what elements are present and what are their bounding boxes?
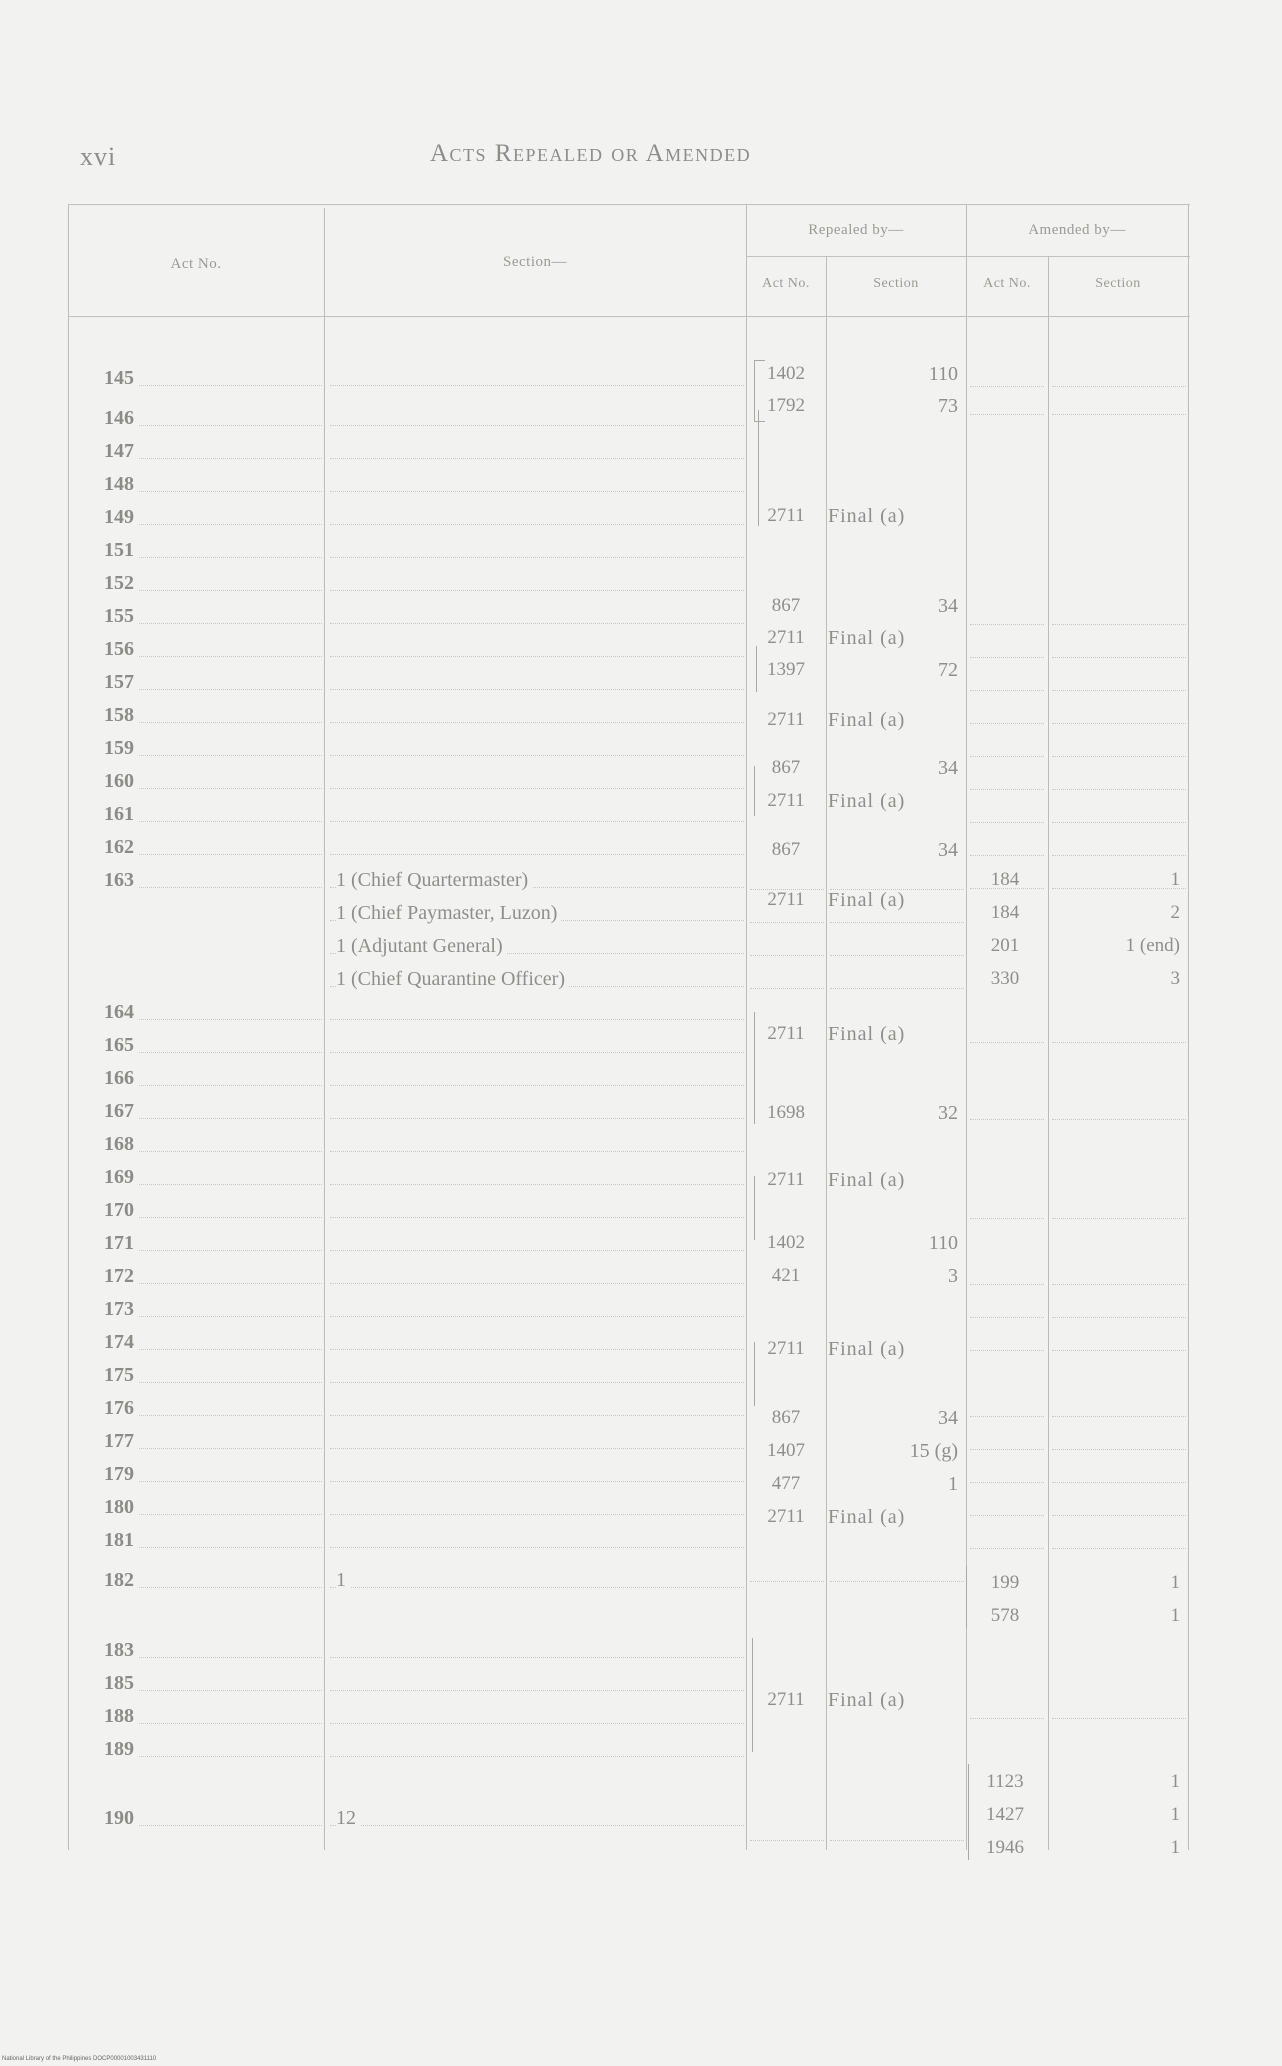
leader-dots bbox=[1052, 414, 1186, 415]
leader-dots bbox=[330, 491, 744, 492]
amended-act-number: 1123 bbox=[986, 1771, 1024, 1792]
amended-entry bbox=[68, 1567, 1190, 1600]
amended-act-number: 184 bbox=[990, 902, 1020, 923]
repealed-entry bbox=[68, 1402, 1190, 1435]
leader-dots bbox=[330, 1723, 744, 1724]
leader-dots bbox=[330, 1316, 744, 1317]
leader-dots bbox=[1052, 1482, 1186, 1483]
act-number: 158 bbox=[104, 703, 138, 727]
leader-dots bbox=[330, 689, 744, 690]
repealed-section: 1 bbox=[948, 1473, 958, 1495]
act-number: 180 bbox=[104, 1495, 138, 1519]
amended-act-number: 578 bbox=[990, 1605, 1020, 1626]
leader-dots bbox=[970, 1548, 1044, 1549]
repealed-section: Final (a) bbox=[828, 505, 906, 527]
act-number: 175 bbox=[104, 1363, 138, 1387]
section-text: 1 (Adjutant General) bbox=[336, 934, 507, 958]
repealed-act-number: 1397 bbox=[767, 659, 805, 680]
act-number: 148 bbox=[104, 472, 138, 496]
table-row bbox=[68, 435, 1190, 468]
leader-dots bbox=[970, 789, 1044, 790]
leader-dots bbox=[970, 1119, 1044, 1120]
act-number: 167 bbox=[104, 1099, 138, 1123]
header-amd-act-no: Act No. bbox=[983, 276, 1031, 291]
grouping-brace bbox=[966, 1566, 967, 1628]
act-number: 163 bbox=[104, 868, 138, 892]
repealed-act-number: 2711 bbox=[767, 1689, 805, 1710]
repealed-section: Final (a) bbox=[828, 627, 906, 649]
amended-act-number: 199 bbox=[990, 1572, 1020, 1593]
leader-dots bbox=[970, 1350, 1044, 1351]
table-row bbox=[68, 1128, 1190, 1161]
leader-dots bbox=[1052, 1515, 1186, 1516]
header-amd-section: Section bbox=[1095, 276, 1141, 291]
repealed-entry bbox=[68, 622, 1190, 655]
repealed-section: Final (a) bbox=[828, 1338, 906, 1360]
act-number: 183 bbox=[104, 1638, 138, 1662]
act-number: 177 bbox=[104, 1429, 138, 1453]
amended-entry bbox=[68, 1600, 1190, 1633]
repealed-act-number: 2711 bbox=[767, 790, 805, 811]
repealed-act-number: 2711 bbox=[767, 1506, 805, 1527]
act-number: 170 bbox=[104, 1198, 138, 1222]
table-row bbox=[68, 1634, 1190, 1667]
table-row bbox=[68, 1062, 1190, 1095]
page-number: xvi bbox=[80, 142, 117, 171]
act-number: 189 bbox=[104, 1737, 138, 1761]
leader-dots bbox=[1052, 1718, 1186, 1719]
repealed-act-number: 1402 bbox=[767, 1232, 805, 1253]
header-bottom-line bbox=[68, 316, 1190, 317]
table-top-border bbox=[68, 204, 1190, 205]
repealed-entry bbox=[68, 1018, 1190, 1051]
repealed-act-number: 2711 bbox=[767, 709, 805, 730]
repealed-act-number: 421 bbox=[771, 1265, 801, 1286]
act-number: 147 bbox=[104, 439, 138, 463]
repealed-act-number: 2711 bbox=[767, 889, 805, 910]
repealed-entry bbox=[68, 1097, 1190, 1130]
grouping-brace bbox=[754, 1176, 755, 1240]
repealed-section: Final (a) bbox=[828, 709, 906, 731]
repealed-act-number: 477 bbox=[771, 1473, 801, 1494]
acts-table bbox=[68, 204, 1190, 1858]
act-number: 156 bbox=[104, 637, 138, 661]
act-number: 159 bbox=[104, 736, 138, 760]
leader-dots bbox=[970, 624, 1044, 625]
grouping-brace bbox=[752, 1638, 753, 1752]
repealed-entry bbox=[68, 1501, 1190, 1534]
repealed-entry bbox=[68, 704, 1190, 737]
leader-dots bbox=[330, 1657, 744, 1658]
repealed-act-number: 867 bbox=[771, 1407, 801, 1428]
leader-dots bbox=[1052, 1218, 1186, 1219]
leader-dots bbox=[970, 1042, 1044, 1043]
leader-dots bbox=[970, 1416, 1044, 1417]
amended-section: 1 bbox=[1170, 1804, 1180, 1825]
repealed-section: 34 bbox=[938, 595, 958, 617]
amended-section: 1 bbox=[1170, 869, 1180, 890]
act-number: 181 bbox=[104, 1528, 138, 1552]
act-number: 164 bbox=[104, 1000, 138, 1024]
leader-dots bbox=[1052, 1042, 1186, 1043]
grouping-brace bbox=[968, 1764, 969, 1860]
leader-dots bbox=[330, 557, 744, 558]
subheader-line bbox=[746, 256, 1190, 257]
leader-dots bbox=[970, 657, 1044, 658]
table-row bbox=[68, 1194, 1190, 1227]
repealed-section: Final (a) bbox=[828, 1169, 906, 1191]
amended-section: 1 bbox=[1170, 1605, 1180, 1626]
act-number: 174 bbox=[104, 1330, 138, 1354]
act-number: 155 bbox=[104, 604, 138, 628]
table-row bbox=[68, 468, 1190, 501]
leader-dots bbox=[330, 1217, 744, 1218]
grouping-brace bbox=[754, 1012, 755, 1124]
leader-dots bbox=[970, 1284, 1044, 1285]
act-number: 188 bbox=[104, 1704, 138, 1728]
act-number: 176 bbox=[104, 1396, 138, 1420]
repealed-section: Final (a) bbox=[828, 889, 906, 911]
leader-dots bbox=[330, 1547, 744, 1548]
section-text: 1 (Chief Paymaster, Luzon) bbox=[336, 901, 561, 925]
repealed-section: 110 bbox=[928, 363, 958, 385]
leader-dots bbox=[330, 425, 744, 426]
repealed-section: Final (a) bbox=[828, 1689, 906, 1711]
leader-dots bbox=[1052, 1284, 1186, 1285]
section-text: 1 bbox=[336, 1568, 350, 1592]
amended-entry bbox=[68, 1766, 1190, 1799]
amended-act-number: 184 bbox=[990, 869, 1020, 890]
amended-entry bbox=[68, 1832, 1190, 1865]
leader-dots bbox=[1052, 1416, 1186, 1417]
repealed-act-number: 1407 bbox=[767, 1440, 805, 1461]
amended-act-number: 1427 bbox=[986, 1804, 1024, 1825]
act-number: 165 bbox=[104, 1033, 138, 1057]
leader-dots bbox=[330, 1151, 744, 1152]
leader-dots bbox=[1052, 756, 1186, 757]
repealed-act-number: 2711 bbox=[767, 627, 805, 648]
table-row bbox=[68, 1733, 1190, 1766]
repealed-act-number: 867 bbox=[771, 757, 801, 778]
act-number: 190 bbox=[104, 1806, 138, 1830]
act-number: 145 bbox=[104, 366, 138, 390]
act-number: 161 bbox=[104, 802, 138, 826]
act-number: 173 bbox=[104, 1297, 138, 1321]
leader-dots bbox=[970, 386, 1044, 387]
leader-dots bbox=[330, 1382, 744, 1383]
act-number: 160 bbox=[104, 769, 138, 793]
amended-section: 1 bbox=[1170, 1837, 1180, 1858]
repealed-act-number: 2711 bbox=[767, 505, 805, 526]
repealed-entry bbox=[68, 1227, 1190, 1260]
leader-dots bbox=[970, 1317, 1044, 1318]
amended-section: 2 bbox=[1170, 902, 1180, 923]
amended-entry bbox=[68, 864, 1190, 897]
leader-dots bbox=[970, 1449, 1044, 1450]
repealed-entry bbox=[68, 390, 1190, 423]
leader-dots bbox=[330, 1756, 744, 1757]
repealed-section: 34 bbox=[938, 757, 958, 779]
footer-credit: National Library of the Philippines DOCP00001003431110 bbox=[2, 2056, 157, 2062]
section-text: 1 (Chief Quartermaster) bbox=[336, 868, 532, 892]
leader-dots bbox=[970, 1515, 1044, 1516]
act-number: 146 bbox=[104, 406, 138, 430]
leader-dots bbox=[1052, 1350, 1186, 1351]
repealed-section: Final (a) bbox=[828, 1506, 906, 1528]
header-amended-by: Amended by— bbox=[1028, 222, 1126, 238]
repealed-section: 34 bbox=[938, 839, 958, 861]
grouping-brace bbox=[754, 766, 755, 816]
repealed-section: 34 bbox=[938, 1407, 958, 1429]
amended-act-number: 201 bbox=[990, 935, 1020, 956]
leader-dots bbox=[970, 855, 1044, 856]
repealed-section: 15 (g) bbox=[909, 1440, 958, 1462]
act-number: 157 bbox=[104, 670, 138, 694]
repealed-entry bbox=[68, 590, 1190, 623]
repealed-entry bbox=[68, 500, 1190, 533]
amended-section: 1 (end) bbox=[1125, 935, 1180, 956]
repealed-entry bbox=[68, 1260, 1190, 1293]
leader-dots bbox=[1052, 1449, 1186, 1450]
leader-dots bbox=[1052, 1548, 1186, 1549]
leader-dots bbox=[330, 1052, 744, 1053]
repealed-act-number: 867 bbox=[771, 595, 801, 616]
leader-dots bbox=[330, 1085, 744, 1086]
grouping-brace bbox=[754, 1342, 755, 1406]
section-text: 12 bbox=[336, 1806, 360, 1830]
repealed-section: 72 bbox=[938, 659, 958, 681]
leader-dots bbox=[970, 822, 1044, 823]
act-number: 182 bbox=[104, 1568, 138, 1592]
act-number: 171 bbox=[104, 1231, 138, 1255]
amended-entry bbox=[68, 963, 1190, 996]
act-number: 152 bbox=[104, 571, 138, 595]
act-number: 172 bbox=[104, 1264, 138, 1288]
amended-entry bbox=[68, 930, 1190, 963]
repealed-section: Final (a) bbox=[828, 790, 906, 812]
act-number: 166 bbox=[104, 1066, 138, 1090]
repealed-entry bbox=[68, 1164, 1190, 1197]
repealed-act-number: 1792 bbox=[767, 395, 805, 416]
leader-dots bbox=[970, 1218, 1044, 1219]
leader-dots bbox=[1052, 657, 1186, 658]
leader-dots bbox=[1052, 1119, 1186, 1120]
grouping-brace bbox=[756, 646, 757, 692]
repealed-act-number: 1402 bbox=[767, 363, 805, 384]
repealed-entry bbox=[68, 1468, 1190, 1501]
grouping-brace bbox=[754, 360, 765, 422]
repealed-section: Final (a) bbox=[828, 1023, 906, 1045]
leader-dots bbox=[970, 756, 1044, 757]
header-section: Section— bbox=[503, 254, 567, 270]
grouping-brace bbox=[758, 410, 759, 526]
amended-section: 1 bbox=[1170, 1572, 1180, 1593]
leader-dots bbox=[970, 723, 1044, 724]
page-title: Acts Repealed or Amended bbox=[430, 140, 752, 167]
table-row bbox=[68, 1293, 1190, 1326]
leader-dots bbox=[1052, 789, 1186, 790]
repealed-section: 32 bbox=[938, 1102, 958, 1124]
act-number: 162 bbox=[104, 835, 138, 859]
repealed-entry bbox=[68, 654, 1190, 687]
leader-dots bbox=[1052, 1317, 1186, 1318]
leader-dots bbox=[1052, 690, 1186, 691]
leader-dots bbox=[1052, 855, 1186, 856]
amended-entry bbox=[68, 1799, 1190, 1832]
leader-dots bbox=[970, 1482, 1044, 1483]
act-number: 169 bbox=[104, 1165, 138, 1189]
leader-dots bbox=[1052, 386, 1186, 387]
repealed-section: 110 bbox=[928, 1232, 958, 1254]
amended-section: 3 bbox=[1170, 968, 1180, 989]
leader-dots bbox=[330, 458, 744, 459]
act-number: 168 bbox=[104, 1132, 138, 1156]
section-text: 1 (Chief Quarantine Officer) bbox=[336, 967, 569, 991]
header-repealed-by: Repealed by— bbox=[808, 222, 904, 238]
repealed-act-number: 1698 bbox=[767, 1102, 805, 1123]
act-number: 185 bbox=[104, 1671, 138, 1695]
repealed-entry bbox=[68, 834, 1190, 867]
leader-dots bbox=[970, 690, 1044, 691]
amended-entry bbox=[68, 897, 1190, 930]
repealed-entry bbox=[68, 1435, 1190, 1468]
leader-dots bbox=[970, 1718, 1044, 1719]
repealed-section: 73 bbox=[938, 395, 958, 417]
repealed-act-number: 2711 bbox=[767, 1338, 805, 1359]
leader-dots bbox=[1052, 624, 1186, 625]
act-number: 151 bbox=[104, 538, 138, 562]
header-act-no: Act No. bbox=[170, 256, 222, 272]
repealed-act-number: 2711 bbox=[767, 1169, 805, 1190]
leader-dots bbox=[970, 414, 1044, 415]
leader-dots bbox=[330, 821, 744, 822]
repealed-act-number: 2711 bbox=[767, 1023, 805, 1044]
header-rep-section: Section bbox=[873, 276, 919, 291]
act-number: 149 bbox=[104, 505, 138, 529]
amended-act-number: 330 bbox=[990, 968, 1020, 989]
leader-dots bbox=[1052, 723, 1186, 724]
repealed-act-number: 867 bbox=[771, 839, 801, 860]
amended-section: 1 bbox=[1170, 1771, 1180, 1792]
amended-act-number: 1946 bbox=[986, 1837, 1024, 1858]
leader-dots bbox=[1052, 822, 1186, 823]
table-row bbox=[68, 534, 1190, 567]
repealed-entry bbox=[68, 1684, 1190, 1717]
act-number: 179 bbox=[104, 1462, 138, 1486]
header-rep-act-no: Act No. bbox=[762, 276, 810, 291]
repealed-section: 3 bbox=[948, 1265, 958, 1287]
